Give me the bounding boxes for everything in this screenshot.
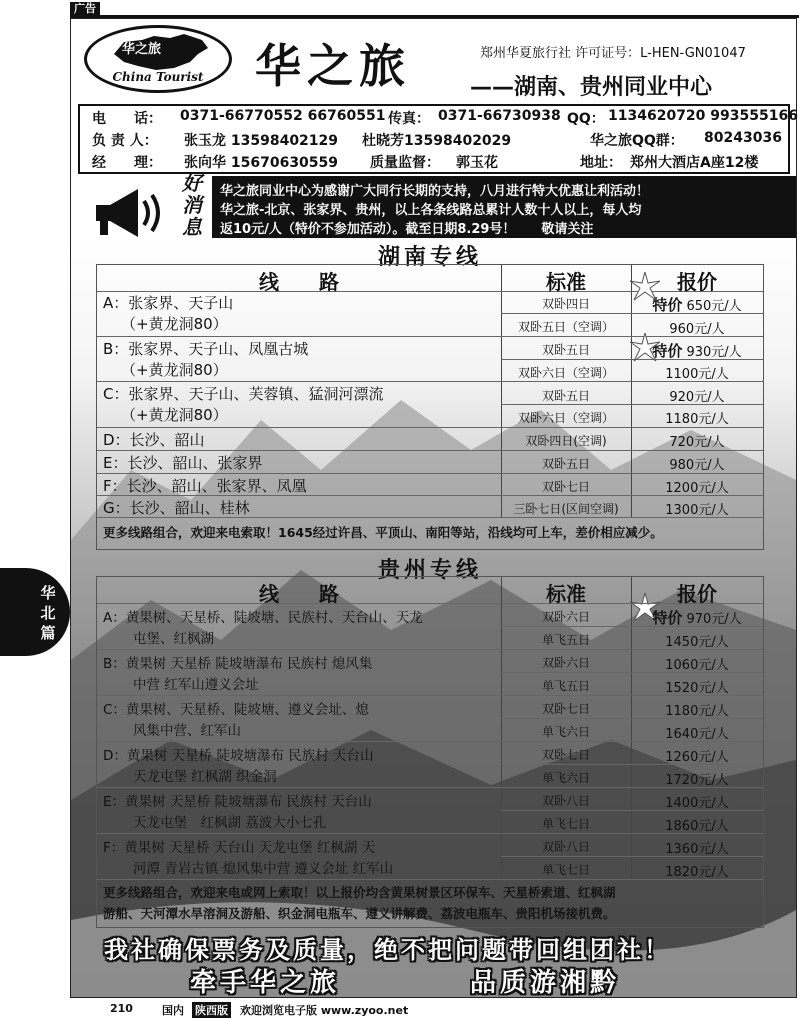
footer-domestic: 国内 [162, 1004, 184, 1017]
footer-website: 欢迎浏览电子版 www.zyoo.net [240, 1004, 409, 1017]
side-tab-char-1: 华 [40, 584, 56, 602]
news-box [212, 176, 796, 238]
gm-label: 经 理： [92, 155, 162, 171]
hunan-route-a: A：张家界、天子山 [103, 294, 234, 312]
guizhou-route-c: C：黄果树、天星桥、陡坡塘、遵义会址、熄 [103, 702, 369, 718]
hunan-std-e: 双卧五日 [541, 457, 590, 471]
company-license: 郑州华夏旅行社 许可证号：L-HEN-GN01047 [480, 46, 746, 61]
hunan-std-c2: 双卧六日（空调） [517, 411, 614, 425]
guizhou-price-f2: 1820元/人 [665, 865, 729, 880]
guizhou-price-b2: 1520元/人 [665, 681, 729, 696]
hunan-price-c2: 1180元/人 [665, 412, 729, 427]
news-line-1: 华之旅同业中心为感谢广大同行长期的支持，八月进行特大优惠让利活动！ [220, 184, 650, 199]
guizhou-std-c2: 单飞六日 [541, 725, 590, 739]
col-header-standard: 标准 [546, 270, 586, 294]
phone-label: 电 话： [92, 111, 162, 127]
logo-text: China Tourist [112, 70, 204, 84]
fax-label: 传真： [388, 111, 430, 127]
starburst-icon [630, 333, 660, 363]
page-number: 210 [110, 1002, 133, 1015]
footer-edition-badge: 陕西版 [192, 1002, 231, 1018]
header-slogan: ——湖南、贵州同业中心 [470, 75, 713, 100]
region-side-tab [0, 568, 70, 656]
hunan-price-g: 1300元/人 [665, 503, 729, 518]
guizhou-price-f1: 1360元/人 [665, 842, 729, 857]
address-label: 地址： [580, 155, 622, 171]
hunan-price-b1: 特价 930元/人 [652, 342, 742, 360]
hunan-route-c: C：张家界、天子山、芙蓉镇、猛洞河漂流 [103, 385, 384, 403]
hunan-route-g: G：长沙、韶山、桂林 [103, 499, 250, 517]
guizhou-price-a2: 1450元/人 [665, 635, 729, 650]
guizhou-std-b1: 双卧六日 [541, 656, 590, 670]
hunan-std-c1: 双卧五日 [541, 389, 590, 403]
col-header-route: 线 路 [259, 270, 339, 294]
col-header-route: 线 路 [259, 582, 339, 606]
guizhou-route-d-cont: 天龙屯堡 红枫湖 织金洞 [133, 769, 277, 785]
guizhou-route-f-cont: 河潭 青岩古镇 熄风集中营 遵义会址 红军山 [133, 861, 394, 877]
qq-group-label: 华之旅QQ群： [590, 133, 684, 149]
hunan-std-b1: 双卧五日 [541, 343, 590, 357]
manager-value: 张玉龙 13598402129 [184, 133, 339, 149]
slogan-left: 牵手华之旅 [190, 968, 341, 998]
guizhou-note-2: 游船、天河潭水旱溶洞及游船、织金洞电瓶车、遵义讲解费、荔波电瓶车、贵阳机场接机费。 [103, 906, 616, 921]
hunan-std-b2: 双卧六日（空调） [517, 366, 614, 380]
col-header-price: 报价 [677, 270, 717, 294]
good-news-badge: 好消息 [182, 171, 202, 239]
guizhou-std-c1: 双卧七日 [541, 702, 590, 716]
guizhou-note-1: 更多线路组合，欢迎来电或网上索取！以上报价均含黄果树景区环保车、天星桥索道、红枫湖 [103, 885, 616, 900]
guizhou-price-d2: 1720元/人 [665, 773, 729, 788]
qq-label: QQ： [567, 111, 605, 127]
guizhou-price-b1: 1060元/人 [665, 658, 729, 673]
hunan-route-f: F：长沙、韶山、张家界、凤凰 [103, 477, 307, 495]
col-header-standard: 标准 [546, 582, 586, 606]
guizhou-std-b2: 单飞五日 [541, 679, 590, 693]
quality-label: 质量监督： [370, 155, 440, 171]
guizhou-price-e2: 1860元/人 [665, 819, 729, 834]
hunan-route-a-extra: （+黄龙洞80） [121, 315, 228, 333]
brand-title: 华之旅 [255, 39, 411, 93]
guizhou-section-title: 贵州专线 [377, 558, 482, 583]
hunan-std-f: 双卧七日 [541, 480, 590, 494]
guizhou-route-a-cont: 屯堡、红枫湖 [133, 631, 214, 647]
hunan-std-a2: 双卧五日（空调） [517, 320, 614, 334]
gm-value: 张向华 15670630559 [184, 155, 339, 171]
guarantee-slogan: 我社确保票务及质量，绝不把问题带回组团社！ [104, 936, 671, 964]
guizhou-price-table [96, 576, 764, 928]
contact-box [78, 104, 798, 174]
guizhou-std-f2: 单飞七日 [541, 863, 590, 877]
hunan-price-e: 980元/人 [669, 458, 725, 473]
hunan-route-b-extra: （+黄龙洞80） [121, 361, 228, 379]
phone-value: 0371-66770552 66760551 [180, 108, 386, 124]
guizhou-price-c1: 1180元/人 [665, 704, 729, 719]
guizhou-route-c-cont: 风集中营、红军山 [133, 723, 241, 739]
news-line-3: 返10元/人（特价不参加活动）。截至日期8.29号！ 敬请关注 [220, 222, 594, 237]
guizhou-std-a2: 单飞五日 [541, 633, 590, 647]
news-line-2: 华之旅-北京、张家界、贵州，以上各条线路总累计人数十人以上，每人均 [220, 203, 642, 218]
guizhou-std-e2: 单飞七日 [541, 817, 590, 831]
hunan-price-a2: 960元/人 [669, 322, 725, 337]
guizhou-route-a: A：黄果树、天星桥、陡坡塘、民族村、天台山、天龙 [103, 610, 423, 626]
guizhou-route-e-cont: 天龙屯堡 红枫湖 荔波大小七孔 [133, 815, 327, 831]
hunan-price-b2: 1100元/人 [665, 367, 729, 382]
guizhou-price-c2: 1640元/人 [665, 727, 729, 742]
address-value: 郑州大酒店A座12楼 [630, 155, 759, 171]
guizhou-std-a1: 双卧六日 [541, 610, 590, 624]
hunan-std-a1: 双卧四日 [541, 297, 590, 311]
guizhou-route-b-cont: 中营 红军山遵义会址 [133, 677, 259, 693]
hunan-route-c-extra: （+黄龙洞80） [121, 406, 228, 424]
hunan-std-g: 三卧七日(区间空调) [513, 502, 619, 516]
guizhou-price-e1: 1400元/人 [665, 796, 729, 811]
fax-value: 0371-66730938 [438, 108, 561, 124]
quality-value: 郭玉花 [456, 155, 498, 171]
guizhou-route-f: F：黄果树 天星桥 天台山 天龙屯堡 红枫湖 天 [103, 840, 376, 856]
guizhou-route-e: E：黄果树 天星桥 陡坡塘瀑布 民族村 天台山 [103, 794, 372, 810]
manager-label: 负 责 人： [92, 133, 158, 149]
logo-map-text: 华之旅 [122, 42, 162, 57]
hunan-route-b: B：张家界、天子山、凤凰古城 [103, 340, 309, 358]
qq-value: 1134620720 993555166 [608, 108, 798, 124]
hunan-route-d: D：长沙、韶山 [103, 431, 205, 449]
col-header-price: 报价 [677, 582, 717, 606]
megaphone-icon [90, 185, 170, 240]
side-tab-char-2: 北 [40, 604, 56, 622]
hunan-note: 更多线路组合，欢迎来电索取！1645经过许昌、平顶山、南阳等站，沿线均可上车，差价相应减少。 [103, 525, 663, 540]
side-tab-char-3: 篇 [40, 624, 56, 642]
starburst-icon [630, 272, 660, 302]
page-footer [0, 998, 799, 1017]
hunan-std-d: 双卧四日(空调) [525, 434, 607, 448]
hunan-route-e: E：长沙、韶山、张家界 [103, 454, 263, 472]
manager2-value: 杜晓芳13598402029 [362, 133, 512, 149]
guizhou-price-a1: 特价 970元/人 [652, 609, 742, 627]
qq-group-value: 80243036 [704, 130, 782, 146]
hunan-price-f: 1200元/人 [665, 481, 729, 496]
guizhou-std-d1: 双卧七日 [541, 748, 590, 762]
guizhou-route-d: D：黄果树 天星桥 陡坡塘瀑布 民族村 天台山 [103, 748, 374, 764]
hunan-price-d: 720元/人 [669, 435, 725, 450]
hunan-price-table [96, 264, 764, 550]
guizhou-route-b: B：黄果树 天星桥 陡坡塘瀑布 民族村 熄风集 [103, 656, 373, 672]
slogan-right: 品质游湘黔 [470, 968, 621, 998]
hunan-price-c1: 920元/人 [669, 390, 725, 405]
hunan-price-a1: 特价 650元/人 [652, 296, 742, 314]
guizhou-std-f1: 双卧八日 [541, 840, 590, 854]
guizhou-price-d1: 1260元/人 [665, 750, 729, 765]
guizhou-std-d2: 单飞六日 [541, 771, 590, 785]
guizhou-std-e1: 双卧八日 [541, 794, 590, 808]
ad-label: 广告 [70, 2, 100, 16]
hunan-section-title: 湖南专线 [377, 245, 482, 270]
